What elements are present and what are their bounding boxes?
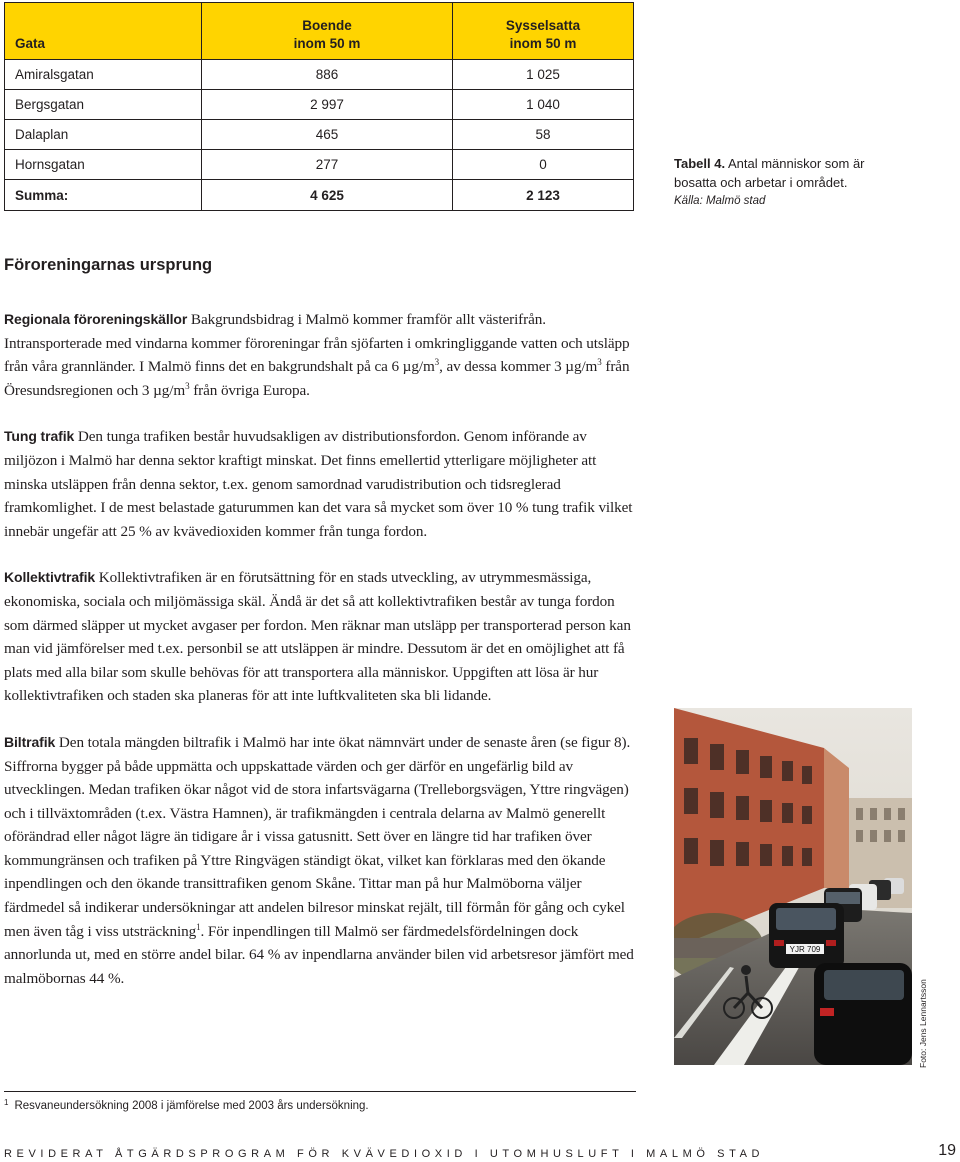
- sum-residents: 4 625: [202, 180, 453, 211]
- cell-street: Bergsgatan: [5, 90, 202, 120]
- paragraph-regional: Regionala föroreningskällor Bakgrundsbidrag i Malmö kommer framför allt västerifrån. Intransporterade med vindarna kommer föroreningar från sjöfarten i omkringliggande vatten och utsläpp från våra grannländer. I Malmö finns det en bakgrundshalt på ca 6 $\mu g/m^3$, av dessa kommer 3 $\mu g/m^3$ från Öresundsregionen och 3 $\mu g/m^3$ från övriga Europa.: [4, 311, 630, 399]
- table-row: [5, 120, 634, 150]
- cell-residents: 277: [202, 150, 453, 180]
- running-footer: REVIDERAT ÅTGÄRDSPROGRAM FÖR KVÄVEDIOXID I UTOMHUSLUFT I MALMÖ STAD: [4, 1148, 765, 1160]
- paragraph-car-traffic: Biltrafik Den totala mängden biltrafik i Malmö har inte ökat nämnvärt under de senaste åren (se figur 8). Siffrorna bygger på både uppmätta och uppskattade värden och ger därför en ungefärlig bild av utvecklingen. Medan trafiken ökar något vid de stora infartsvägarna (Trelleborgsvägen, Yttre ringvägen) och i tillväxtområden (t.ex. Västra Hamnen), är trafikmängden i centrala delarna av Malmö generellt oförändrad eller något lägre än tidigare år i vissa gatusnitt. Sett över en längre tid har trafiken över kommungränsen och trafiken på Yttre Ringvägen ständigt ökat, vilket kan förklaras med den ökande inpendlingen och den ökande transittrafiken genom Skåne. Tittar man på hur Malmöborna väljer färdmedel så indikerar undersökningar att andelen bilresor minskat rejält, till förmån för gång och cykel men även tåg i viss utsträckning$^1$. För inpendlingen till Malmö ser färdmedelsfördelningen dock annorlunda ut, med en större andel bilar. 64 % av inpendlarna använder bilen vid arbetsresor jämfört med malmöbornas 44 %.: [4, 733, 634, 987]
- header-employees: Sysselsatta inom 50 m: [453, 3, 634, 60]
- sum-label: Summa:: [5, 180, 202, 211]
- paragraph-public-transport: Kollektivtrafik Kollektivtrafiken är en förutsättning för en stads utveckling, av utrymmesmässiga, ekonomiska, sociala och miljömässiga skäl. Ändå är det så att kollektivtrafiken består av tunga fordon som därmed släpper ut mycket avgaser per fordon. Men räknar man utsläpp per transporterad person kan man vid jämförelser med t.ex. personbil se att utsläppen är mindre. Dessutom är det en omöjlighet att få plats med alla bilar som skulle behövas för att transportera alla människor. Uppgiften att lösa är hur kollektivtrafiken och staden ska planeras för att inte luftkvaliteten ska bli lidande.: [4, 569, 631, 705]
- street-scene-illustration: [674, 708, 912, 1065]
- header-street: Gata: [5, 3, 202, 60]
- caption-label: Tabell 4.: [674, 156, 726, 171]
- paragraph-lead: Regionala föroreningskällor: [4, 311, 188, 327]
- cell-street: Amiralsgatan: [5, 60, 202, 90]
- cell-street: Dalaplan: [5, 120, 202, 150]
- footnote-ref: 1: [196, 921, 201, 932]
- header-residents: Boende inom 50 m: [202, 3, 453, 60]
- footnote-marker: 1: [4, 1098, 9, 1107]
- cell-employees: 58: [453, 120, 634, 150]
- footnote-text: Resvaneundersökning 2008 i jämförelse med 2003 års undersökning.: [14, 1100, 369, 1112]
- sum-employees: 2 123: [453, 180, 634, 211]
- cell-residents: 465: [202, 120, 453, 150]
- street-photo: [674, 708, 912, 1065]
- caption-text: Antal människor som är bosatta och arbetar i området.: [674, 156, 865, 190]
- cell-employees: 0: [453, 150, 634, 180]
- footnote: [4, 1100, 369, 1112]
- license-plate-text: YJR 709: [789, 945, 821, 954]
- population-table: [4, 2, 634, 211]
- section-title: Föroreningarnas ursprung: [4, 256, 213, 274]
- cell-employees: 1 040: [453, 90, 634, 120]
- paragraph-heavy-traffic: Tung trafik Den tunga trafiken består huvudsakligen av distributionsfordon. Genom införande av miljözon i Malmö har denna sektor kraftigt minskat. Det finns emellertid ytterligare möjligheter att minska utsläppen från denna sektor, t.ex. genom samordnad varudistribution och tidsreglerad framkomlighet. I de mest belastade gaturummen kan det vara så mycket som över 10 % tung trafik vilket innebär ungefär att 25 % av kvävedioxiden kommer från tunga fordon.: [4, 428, 633, 540]
- table-sum-row: [5, 180, 634, 211]
- table-row: [5, 150, 634, 180]
- table-caption: [674, 154, 904, 211]
- body-text: [4, 308, 634, 1013]
- table-header-row: [5, 3, 634, 60]
- footnote-divider: [4, 1091, 636, 1092]
- cell-street: Hornsgatan: [5, 150, 202, 180]
- cell-residents: 2 997: [202, 90, 453, 120]
- table-row: [5, 90, 634, 120]
- paragraph-lead: Tung trafik: [4, 428, 75, 445]
- cell-residents: 886: [202, 60, 453, 90]
- photo-credit: Foto: Jens Lennartsson: [918, 979, 928, 1068]
- cell-employees: 1 025: [453, 60, 634, 90]
- table-row: [5, 60, 634, 90]
- caption-source: Källa: Malmö stad: [674, 195, 766, 207]
- paragraph-lead: Biltrafik: [4, 733, 56, 750]
- paragraph-lead: Kollektivtrafik: [4, 569, 96, 586]
- page-number: 19: [938, 1142, 956, 1159]
